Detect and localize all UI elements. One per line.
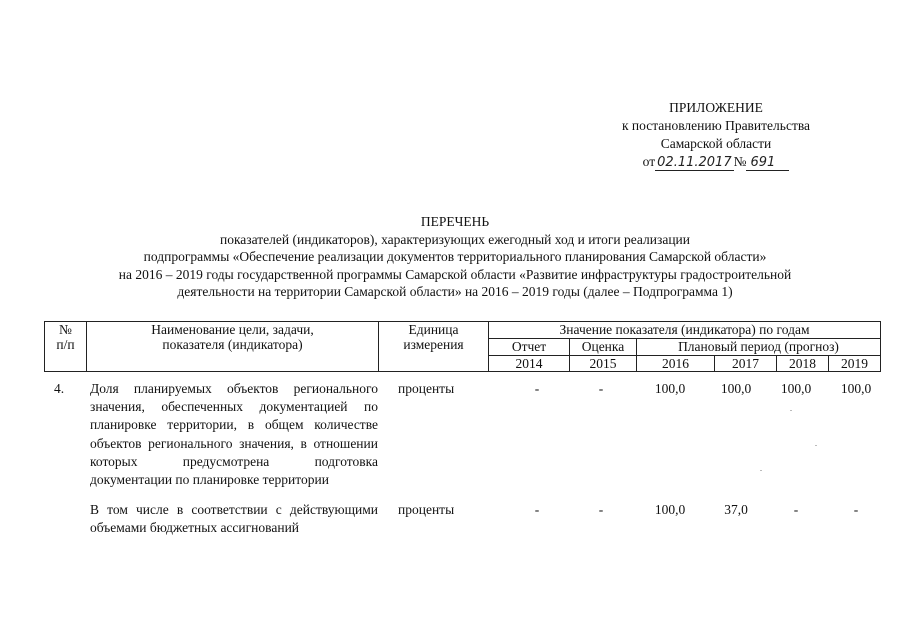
row-value-2015: - <box>598 381 604 396</box>
header-name-line2: показателя (индикатора) <box>162 337 303 352</box>
appendix-title: ПРИЛОЖЕНИЕ <box>669 100 763 115</box>
number-prefix: № <box>733 154 747 169</box>
row-value-2014: - <box>534 381 540 396</box>
handwritten-date: 02.11.2017 <box>657 155 732 170</box>
header-name <box>87 322 379 372</box>
row-value-2015: - <box>598 502 604 517</box>
row-indicator-name: Доля планируемых объектов регионального значения, обеспеченных документацией по планировке территории, в общем количестве объектов регионального значения, в отношении которых предусмотрена подготовка документации по планировке территории <box>90 381 378 488</box>
row-unit: проценты <box>398 502 455 517</box>
header-estimate: Оценка <box>570 339 637 356</box>
indicators-table-header <box>44 321 881 372</box>
header-unit-line1: Единица <box>408 322 459 337</box>
header-num-line1: № <box>59 322 72 337</box>
row-value-2019: - <box>853 502 859 517</box>
scan-noise <box>760 470 762 471</box>
header-year-2019: 2019 <box>829 356 881 372</box>
row-value-2014: - <box>534 502 540 517</box>
header-year-2017: 2017 <box>715 356 777 372</box>
header-num-line2: п/п <box>56 337 75 352</box>
appendix-line1: к постановлению Правительства <box>621 118 811 133</box>
row-value-2019: 100,0 <box>840 381 872 396</box>
row-value-2017: 100,0 <box>720 381 752 396</box>
header-year-2015: 2015 <box>570 356 637 372</box>
heading-line1: показателей (индикаторов), характеризующих ежегодный ход и итоги реализации <box>219 231 691 247</box>
header-year-2018: 2018 <box>777 356 829 372</box>
header-unit-line2: измерения <box>403 337 464 352</box>
header-report: Отчет <box>489 339 570 356</box>
scan-noise <box>815 445 817 446</box>
scan-noise <box>790 410 792 411</box>
header-values: Значение показателя (индикатора) по годам <box>489 322 881 339</box>
heading-line3: на 2016 – 2019 годы государственной программы Самарской области «Развитие инфраструктуры градостроительной <box>118 266 792 282</box>
header-year-2014: 2014 <box>489 356 570 372</box>
row-value-2017: 37,0 <box>724 502 748 517</box>
row-number: 4. <box>54 381 65 396</box>
heading-line4: деятельности на территории Самарской области» на 2016 – 2019 годы (далее – Подпрограмма 1) <box>177 284 733 299</box>
header-name-line1: Наименование цели, задачи, <box>151 322 314 337</box>
heading-line2: подпрограммы «Обеспечение реализации документов территориального планирования Самарской области» <box>143 249 767 264</box>
row-unit: проценты <box>398 381 455 396</box>
appendix-line2: Самарской области <box>660 136 772 151</box>
appendix-date-line <box>596 153 836 172</box>
row-value-2018: - <box>793 502 799 517</box>
header-unit <box>379 322 489 372</box>
appendix-block <box>596 99 836 172</box>
row-value-2016: 100,0 <box>654 502 686 517</box>
row-indicator-name: В том числе в соответствии с действующими объемами бюджетных ассигнований <box>90 502 378 536</box>
from-prefix: от <box>642 154 656 169</box>
header-year-2016: 2016 <box>637 356 715 372</box>
document-heading <box>40 213 870 301</box>
heading-title: ПЕРЕЧЕНЬ <box>420 214 490 229</box>
row-value-2016: 100,0 <box>654 381 686 396</box>
row-value-2018: 100,0 <box>780 381 812 396</box>
handwritten-number: 691 <box>746 155 789 171</box>
header-plan: Плановый период (прогноз) <box>637 339 881 356</box>
header-num <box>45 322 87 372</box>
